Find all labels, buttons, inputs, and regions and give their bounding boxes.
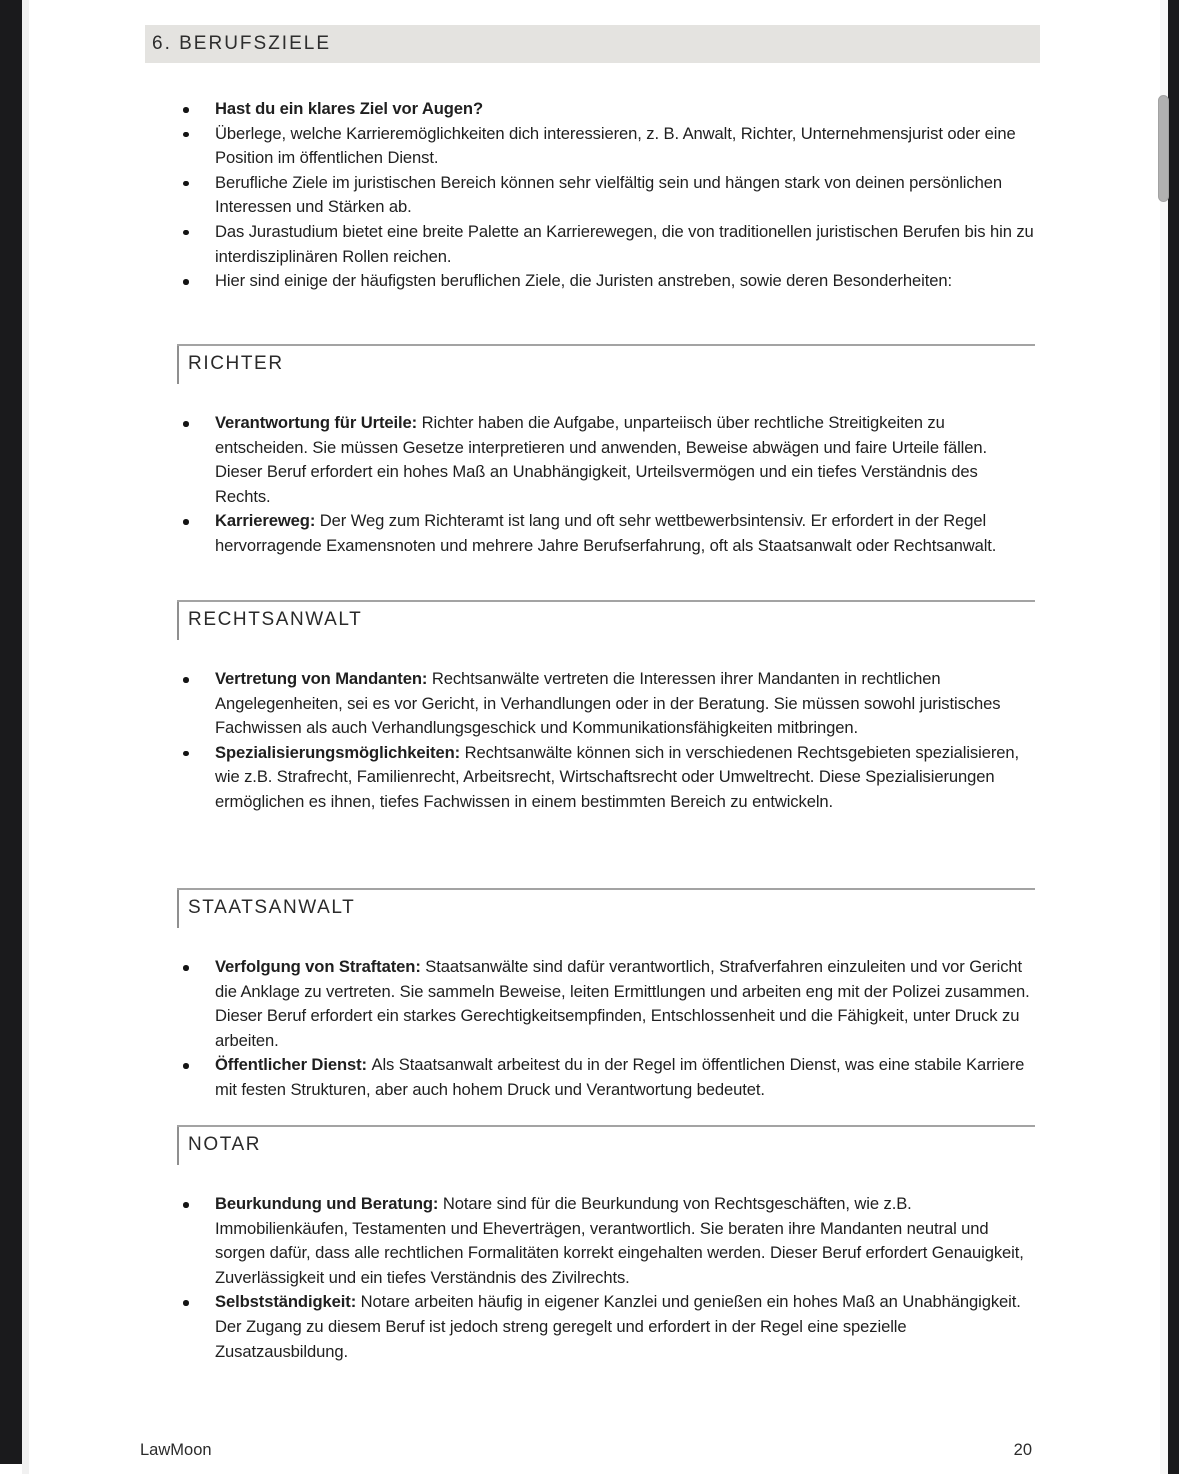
bullet-text: Das Jurastudium bietet eine breite Palette an Karrierewegen, die von traditionellen juristischen Berufen bis hin zu interdisziplinären Rollen reichen. [215, 221, 1034, 266]
bullet-icon [183, 741, 215, 757]
bullet-text: Spezialisierungsmöglichkeiten: Rechtsanwälte können sich in verschiedenen Rechtsgebieten spezialisieren, wie z.B. Strafrecht, Familienrecht, Arbeitsrecht, Wirtschaftsrecht oder Umweltrecht. Diese Spezialisierungen ermöglichen es ihnen, tiefes Fachwissen in einem bestimmten Bereich zu entwickeln. [215, 742, 1020, 811]
scrollbar-thumb[interactable] [1158, 95, 1169, 202]
bullet-icon [183, 1192, 215, 1208]
section-title: NOTAR [177, 1127, 692, 1165]
list-item [183, 411, 1035, 509]
section-richter [177, 344, 1035, 559]
page-footer [140, 1438, 1032, 1462]
section-bullet-list [183, 1192, 1035, 1364]
section-bullet-list [183, 667, 1035, 815]
bullet-text: Selbstständigkeit: Notare arbeiten häufig in eigener Kanzlei und genießen ein hohes Maß an Unabhängigkeit. Der Zugang zu diesem Beruf ist jedoch streng geregelt und erfordert in der Regel eine spezielle Zusatzausbildung. [215, 1292, 1021, 1361]
list-item [183, 220, 1035, 269]
bullet-icon [183, 97, 215, 113]
section-title: STAATSANWALT [177, 890, 692, 928]
list-item [183, 667, 1035, 741]
bullet-icon [183, 667, 215, 683]
section-heading [177, 344, 1035, 384]
list-item [183, 509, 1035, 558]
bullet-icon [183, 1290, 215, 1306]
section-notar [177, 1125, 1035, 1364]
bullet-icon [183, 122, 215, 138]
bullet-text: Vertretung von Mandanten: Rechtsanwälte vertreten die Interessen ihrer Mandanten in rechtlichen Angelegenheiten, sei es vor Gericht, in Verhandlungen oder in der Beratung. Sie müssen sowohl juristisches Fachwissen als auch Verhandlungsgeschick und Kommunikationsfähigkeiten mitbringen. [215, 669, 1001, 738]
bullet-icon [183, 1053, 215, 1069]
right-letterbox-bar [1168, 0, 1179, 1474]
section-heading [177, 888, 1035, 928]
bullet-icon [183, 220, 215, 236]
list-item [183, 269, 1035, 294]
bullet-icon [183, 171, 215, 187]
bullet-icon [183, 411, 215, 427]
bullet-text: Karriereweg: Der Weg zum Richteramt ist lang und oft sehr wettbewerbsintensiv. Er erfordert in der Regel hervorragende Examensnoten und mehrere Jahre Berufserfahrung, oft als Staatsanwalt oder Rechtsanwalt. [215, 511, 997, 555]
bullet-text: Berufliche Ziele im juristischen Bereich können sehr vielfältig sein und hängen stark von deinen persönlichen Interessen und Stärken ab. [215, 172, 1002, 217]
intro-bullet-list [183, 97, 1035, 294]
bullet-text: Öffentlicher Dienst: Als Staatsanwalt arbeitest du in der Regel im öffentlichen Dienst, was eine stabile Karriere mit festen Strukturen, aber auch hohem Druck und Verantwortung bedeutet. [215, 1055, 1025, 1099]
section-header-banner [145, 25, 1040, 63]
list-item [183, 122, 1035, 171]
section-staatsanwalt [177, 888, 1035, 1103]
bullet-icon [183, 269, 215, 285]
section-heading [177, 1125, 1035, 1165]
footer-brand: LawMoon [140, 1441, 212, 1459]
bullet-text: Verantwortung für Urteile: Richter haben die Aufgabe, unparteiisch über rechtliche Streitigkeiten zu entscheiden. Sie müssen Gesetze interpretieren und anwenden, Beweise abwägen und faire Urteile fällen. Dieser Beruf erfordert ein hohes Maß an Unabhängigkeit, Urteilsvermögen und ein tiefes Verständnis des Rechts. [215, 413, 988, 506]
list-item [183, 1192, 1035, 1290]
page-title: 6. BERUFSZIELE [152, 33, 331, 54]
list-item [183, 1053, 1035, 1102]
bullet-icon [183, 509, 215, 525]
bullet-text: Beurkundung und Beratung: Notare sind für die Beurkundung von Rechtsgeschäften, wie z.B. Immobilienkäufen, Testamenten und Eheverträgen, verantwortlich. Sie beraten ihre Mandanten neutral und sorgen dafür, dass alle rechtlichen Formalitäten korrekt eingehalten werden. Dieser Beruf erfordert Genauigkeit, Zuverlässigkeit und ein tiefes Verständnis des Zivilrechts. [215, 1194, 1024, 1287]
scrollbar-track[interactable] [1160, 0, 1168, 1474]
list-item [183, 741, 1035, 815]
bullet-text: Hier sind einige der häufigsten beruflichen Ziele, die Juristen anstreben, sowie deren Besonderheiten: [215, 271, 952, 291]
section-bullet-list [183, 955, 1035, 1103]
list-item [183, 171, 1035, 220]
bullet-text: Verfolgung von Straftaten: Staatsanwälte sind dafür verantwortlich, Strafverfahren einzuleiten und vor Gericht die Anklage zu vertreten. Sie sammeln Beweise, leiten Ermittlungen und arbeiten eng mit der Polizei zusammen. Dieser Beruf erfordert ein starkes Gerechtigkeitsempfinden, Entschlossenheit und die Fähigkeit, unter Druck zu arbeiten. [215, 957, 1030, 1050]
section-title: RECHTSANWALT [177, 602, 692, 640]
list-item [183, 97, 1035, 122]
section-heading [177, 600, 1035, 640]
section-rechtsanwalt [177, 600, 1035, 815]
section-bullet-list [183, 411, 1035, 559]
left-letterbox-bar [0, 0, 22, 1464]
bullet-text: Überlege, welche Karrieremöglichkeiten dich interessieren, z. B. Anwalt, Richter, Unternehmensjurist oder eine Position im öffentlichen Dienst. [215, 123, 1016, 168]
bullet-icon [183, 955, 215, 971]
page-left-edge [22, 0, 29, 1474]
bullet-text: Hast du ein klares Ziel vor Augen? [215, 99, 484, 118]
list-item [183, 955, 1035, 1053]
page-number: 20 [1013, 1441, 1032, 1459]
section-title: RICHTER [177, 346, 692, 384]
list-item [183, 1290, 1035, 1364]
